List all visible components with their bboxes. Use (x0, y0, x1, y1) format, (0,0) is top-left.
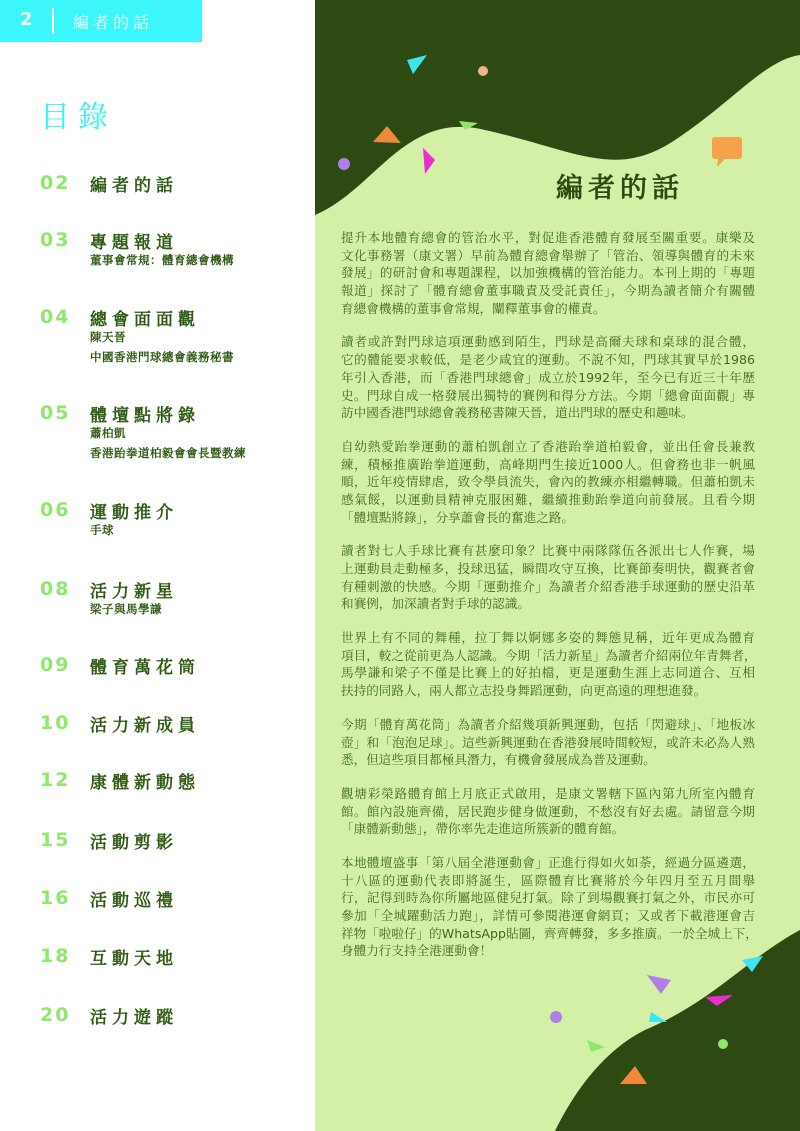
circle-decoration (718, 1039, 728, 1049)
circle-decoration (478, 66, 488, 76)
paragraph-line: 提升本地體育總會的管治水平，對促進香港體育發展至關重要。康樂及 (341, 230, 755, 245)
toc-item-subtitle: 中國香港門球總會義務秘書 (90, 350, 234, 364)
editorial-paragraph (341, 438, 755, 526)
toc-page-number: 20 (40, 1004, 71, 1026)
toc-page-number: 08 (40, 578, 71, 600)
paragraph-line: 項目，較之從前更為人認識。今期「活力新星」為讀者介紹兩位年青舞者， (341, 647, 757, 663)
paragraph-line: 祥物「啦啦仔」的WhatsApp貼圖，齊齊轉發，多多推廣。一於全城上下， (341, 925, 758, 941)
paragraph-line: 行，記得到時為你所屬地區健兒打氣。除了到場觀賽打氣之外，市民亦可 (341, 890, 755, 906)
toc-item-title: 體壇點將錄 (90, 406, 200, 426)
paragraph-line: 文化事務署（康文署）早前為體育總會舉辦了「管治、領導與體育的未來 (341, 247, 755, 263)
paragraph-line: 有種刺激的快感。今期「運動推介」為讀者介紹香港手球運動的歷史沿革 (341, 578, 755, 594)
paragraph-line: 讀者對七人手球比賽有甚麼印象？比賽中兩隊隊伍各派出七人作賽，場 (341, 543, 755, 559)
editorial-body (341, 229, 758, 976)
toc-item-title: 活力遊蹤 (90, 1008, 178, 1028)
circle-decoration (550, 1011, 562, 1023)
toc-item-title: 體育萬花筒 (90, 658, 200, 678)
paragraph-line: 壺」和「泡泡足球」。這些新興運動在香港發展時間較短，或許未必為人熟 (341, 734, 755, 750)
toc-item-subtitle: 香港跆拳道柏毅會會長暨教練 (90, 446, 246, 460)
toc-item-title: 編者的話 (90, 176, 178, 196)
page-number: 2 (20, 9, 33, 30)
editorial-paragraph (341, 716, 755, 769)
toc-page-number: 02 (40, 172, 71, 194)
paragraph-line: 發展」的研討會和專題課程，以加強機構的管治能力。本刊上期的「專題 (341, 265, 755, 281)
toc-page-number: 09 (40, 654, 71, 676)
editorial-title: 編者的話 (556, 173, 684, 204)
paragraph-line: 今期「體育萬花筒」為讀者介紹幾項新興運動，包括「閃避球」、「地板冰 (341, 716, 755, 732)
toc-item-subtitle: 蕭柏凱 (90, 426, 126, 440)
toc-page-number: 16 (40, 887, 71, 909)
toc-item-subtitle: 董事會常規：體育總會機構 (90, 253, 234, 267)
toc-item-title: 活力新星 (90, 582, 178, 602)
toc-item-subtitle: 陳天晉 (90, 330, 126, 344)
paragraph-line: 和賽例，加深讀者對手球的認識。 (341, 596, 530, 612)
paragraph-line: 悉，但這些項目都極具潛力，有機會發展成為普及運動。 (341, 752, 656, 768)
editorial-paragraph (341, 629, 755, 700)
editorial-paragraph (341, 542, 755, 613)
toc-item-title: 康體新動態 (90, 773, 200, 793)
editorial-paragraph (341, 229, 755, 317)
paragraph-line: 十八區的運動代表即將誕生，區際體育比賽將於今年四月至五月間舉 (341, 872, 755, 888)
toc-page-number: 04 (40, 306, 71, 328)
paragraph-line: 史。門球自成一格發展出獨特的賽例和得分方法。今期「總會面面觀」專 (341, 387, 755, 403)
paragraph-line: 練，積極推廣跆拳道運動，高峰期門生接近1000人。但會務也非一帆風 (341, 456, 755, 472)
toc-item-subtitle: 手球 (90, 523, 114, 537)
paragraph-line: 育總會機構的董事會常規，闡釋董事會的權責。 (341, 300, 606, 316)
paragraph-line: 扶持的同路人，兩人都立志投身舞蹈運動，向更高遠的理想進發。 (341, 683, 707, 699)
paragraph-line: 上運動員走動極多，投球迅猛，瞬間攻守互換，比賽節奏明快，觀賽者會 (341, 561, 755, 576)
paragraph-line: 「體壇點將錄」，分享蕭會長的奮進之路。 (341, 509, 574, 525)
section-title: 編者的話 (73, 13, 154, 32)
page-header (0, 0, 202, 42)
paragraph-line: 報道」探討了「體育總會董事職責及受託責任」，今期為讀者簡介有關體 (341, 283, 755, 299)
toc-page-number: 05 (40, 402, 71, 424)
toc-page-number: 03 (40, 229, 71, 251)
toc-item-title: 互動天地 (90, 949, 178, 969)
toc-page-number: 15 (40, 829, 71, 851)
paragraph-line: 參加「全城躍動活力跑」，詳情可參閱港運會網頁；又或者下載港運會吉 (341, 908, 755, 923)
toc-title: 目錄 (40, 100, 116, 135)
toc-item-title: 活力新成員 (90, 716, 200, 736)
toc-item-title: 運動推介 (90, 503, 178, 523)
toc-item-title: 活動剪影 (90, 833, 178, 853)
editorial-paragraph (341, 785, 755, 838)
paragraph-line: 感氣餒，以運動員精神克服困難，繼續推動跆拳道向前發展。且看今期 (341, 491, 755, 507)
toc-item-title: 活動巡禮 (90, 891, 178, 911)
toc-item-title: 專題報道 (90, 233, 178, 253)
circle-decoration (338, 158, 350, 170)
paragraph-line: 本地體壇盛事「第八屆全港運動會」正進行得如火如荼，經過分區遴選， (341, 854, 755, 870)
paragraph-line: 馬學謙和梁子不僅是比賽上的好拍檔，更是運動生涯上志同道合、互相 (341, 665, 755, 681)
paragraph-line: 館。館內設施齊備，居民跑步健身做運動，不愁沒有好去處。請留意今期 (341, 803, 755, 819)
paragraph-line: 身體力行支持全港運動會！ (341, 943, 493, 959)
paragraph-line: 順，近年疫情肆虐，致令學員流失，會內的教練亦相繼轉職。但蕭柏凱未 (341, 474, 755, 490)
paragraph-line: 觀塘彩榮路體育館上月底正式啟用，是康文署轄下區內第九所室內體育 (341, 785, 755, 801)
toc-item-subtitle: 梁子與馬學謙 (90, 602, 162, 616)
paragraph-line: 「康體新動態」，帶你率先走進這所簇新的體育館。 (341, 821, 625, 837)
toc-page-number: 12 (40, 769, 71, 791)
paragraph-line: 自幼熱愛跆拳運動的蕭柏凱創立了香港跆拳道柏毅會，並出任會長兼教 (341, 438, 755, 454)
paragraph-line: 世界上有不同的舞種，拉丁舞以婀娜多姿的舞態見稱，近年更成為體育 (341, 630, 755, 646)
paragraph-line: 它的體能要求較低，是老少咸宜的運動。不說不知，門球其實早於1986 (341, 352, 755, 368)
header-divider (52, 8, 54, 34)
toc-page-number: 06 (40, 499, 71, 521)
editorial-paragraph (341, 854, 758, 960)
paragraph-line: 讀者或許對門球這項運動感到陌生，門球是高爾夫球和桌球的混合體， (341, 334, 755, 350)
editorial-paragraph (341, 333, 755, 421)
toc-item-title: 總會面面觀 (90, 310, 200, 330)
toc-page-number: 10 (40, 712, 71, 734)
paragraph-line: 訪中國香港門球總會義務秘書陳天晉，道出門球的歷史和趣味。 (341, 405, 694, 421)
paragraph-line: 年引入香港，而「香港門球總會」成立於1992年，至今已有近三十年歷 (341, 369, 755, 385)
toc-page-number: 18 (40, 945, 71, 967)
